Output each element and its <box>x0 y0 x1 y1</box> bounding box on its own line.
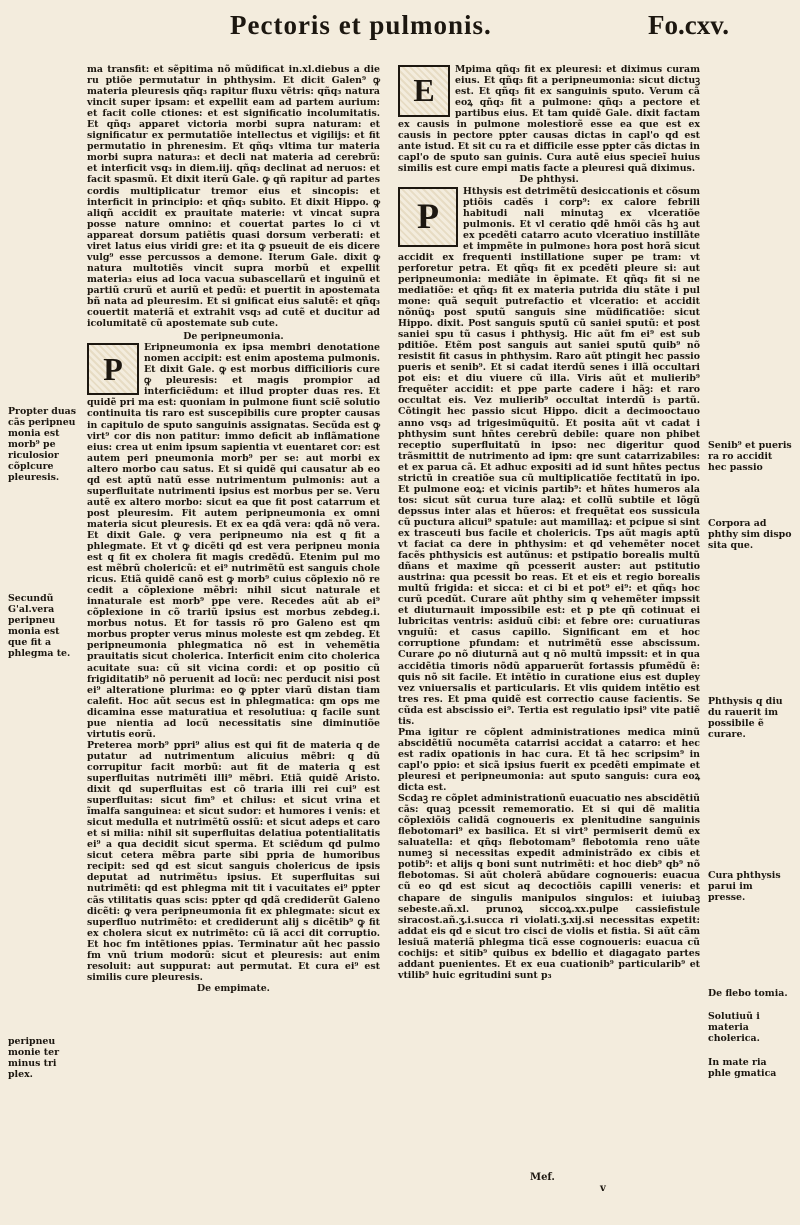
paragraph: Hthysis est detrimẽtũ desiccationis et cõsum ptiõis cadẽs i corp⁹: ex calore febrili habitudi nali minutaꝫ ex vlceratiõe pulmonis. Et vl ceratio qdẽ hmõi cãs hꝫ aut ex pcedẽti catarro acuto vlceratiuo instillãte et impmẽte in pulmone₃ hora post horã sicut accidit ex frequenti instillatione super pe tram: vt perforetur petra. Et qñq₃ fit ex pcedẽti pleure si: aut peripneumonia: mediãte in ẽpimate. Et qñq₃ fit si ne mediatiõe: et qñq₃ fit ex materia putrida diu stãte i pul mone: quã sequit putrefactio et vlceratio: et accidit nõnũꝗ₃ post sputũ sanguis sine mũdificatiõe: sicut Hippo. dixit. Post sanguis sputũ cũ saniei sputũ: et post saniei spu tũ casus i phthysiꝫ. Hic aũt fm ei⁹ est sub pditiõe. Etẽm post sanguis aut saniei sputũ quib⁹ nõ resistit fit casus in phthysim. Raro aũt ptingit hec passio pueris et senib⁹. Et si cadat iterdũ senes i illã occultari pot eis: et diu viuere cũ illa. Viris aũt et mulierib⁹ frequẽter accidit: et ppe parte cadere i hãꝫ: et raro occultat eis. Vez mulierib⁹ occultat interdũ i₃ partũ. Cõtingit hec passio sicut Hippo. dicit a decimooctauo anno vsq₃ ad trigesimũquitũ. Et posita aũt vt cadat i phthysim sunt hñtes cerebrũ debile: quare non phibet receptio superfluitatũ in ipso: nec digeritur quod trãsmittit de nutrimento ad ipm: qre sunt catarrizabiles: et ex parua cã. Et adhuc expositi ad id sunt hñtes pectus strictũ in creatiõe sua cũ multiplicatiõe fectitatũ in ipo. Et pulmone eoꝝ: et vicinis partib⁹: et hñtes humeros ala tos: sicut sũt curua ture alaꝝ: et collũ subtile et lõgũ depssus inter alas et hũeros: et frequẽtat eos sussicula cũ puctura alicui⁹ spatule: aut mamillaꝝ: et pcipue si sint ex trasceuti bus facile et cholericis. Tps aũt magis aptũ vt faciat ca dere in phthysim: et qd vehemẽter nocet facẽs phthysicis est autũnus: et pstipatio borealis multũ dñans et maxime qñ pcesserit auster: aut pstitutio austrina: qua pcessit bo reas. Et et eis et regio borealis multũ frigida: et sicca: et ci bi et pot⁹ ei⁹: et qñq₃ hoc curũ pcedũt. Curare aũt phthy sim q vehemẽter impssit et diuturnauit impossibile est: et p pte qñ cotinuat ei lubricitas ventris: asiduũ cibi: et febre ore: curuatiuras vnguiũ: et casus capillo. Significant em et hoc corruptione pfundam: et nutrimẽtũ esse abscissum. Curare ꝓo nõ diuturnã aut q nõ multũ impssit: et in qua accidẽtia timoris nõdũ apparuerũt fortassis pfumẽdũ ẽ: quis nõ sit facile. Et intẽtio in curatione eius est dupley vez vniuersalis et particularis. Et vlis quidem intẽtio est tres res. Et pma quidẽ est correctio cause facientis. Se cũda est abscissio ei⁹. Tertia est regulatio ipsi⁹ vite patiẽ tis. <box>398 185 700 727</box>
signature-mark: v <box>600 1183 606 1194</box>
decorated-initial-p2: P <box>398 187 458 247</box>
paragraph: Scdaꝫ re cõplet administrationũ euacuatio nes abscidẽtiũ cãs: quaꝫ pcessit rememoratio. Et si qui dẽ malitia cõplexiõis calidã cognoueris ex plenitudine sanguinis flebotomari⁹ ex basilica. Et si virt⁹ permiserit demũ ex saluatella: et qñq₃ flebotomam⁹ flebotomia reno uãte numeꝫ si necessitas expedit administrãdo ex cibis et potib⁹: et alijs q boni sunt nutrimẽti: et hoc dieb⁹ qb⁹ nõ flebotomas. Si aũt cholerã abũdare cognoueris: euacua cũ eo qd est sicut aq decoctiõis capilli veneris: et chapare de singulis manipulos singulos: et iuiubaꝫ sebeste.añ.xl. prunoꝝ siccoꝝ.xx.pulpe cassiefistule siracost.añ.ʒ.i.succa ri violati.ʒ.xij.si necessitas expetit: addat eis qd e sicut tro cisci de violis et fistia. Si aũt cãm lesiuã materiã phlegma ticã esse cognoueris: euacua cũ cochijs: et sitib⁹ quibus ex bdellio et diagagato partes addant puenientes. Et ex eua cuationib⁹ particularib⁹ et vtilib⁹ huic egritudini sunt p₃ <box>398 793 700 981</box>
margin-note-right-3: Phthysis q diu du rauerit im possibile ẽ curare. <box>708 696 783 740</box>
right-column <box>398 64 700 981</box>
section-heading: De phthysi. <box>519 174 579 186</box>
margin-note-left-3: peripneu monie ter minus tri plex. <box>8 1036 60 1080</box>
margin-note-left-1: Propter duas cãs peripneu monia est morb⁹ pe riculosior cõplcure pleuresis. <box>8 406 77 483</box>
paragraph: Eripneumonia ex ipsa membri denotatione nomen accipit: est enim apostema pulmonis. Et dixit Gale. ꝙ est morbus difficilioris cure ꝙ pleuresis: et magis prompior ad interficiẽdum: et illud propter duas res. Et quidẽ pri ma est: quoniam in pulmone fiunt sciẽ solutio continuita tis raro est suscepibilis cure propter causas in capitulo de sputo sanguinis assignatas. Secũda est ꝙ virt⁹ cor dis non patitur: immo deficit ab inflãmatione eius: crea ut enim ipsum sapientia vt euentaret cor: est autem peri pneumonia morb⁹ per se: aut morbi ex altero morbo cau satus. Et si quidẽ qui causatur ab eo qd est aptũ natũ esse nutrimentum pulmonis: aut a superfluitate nutrimenti ipsius est morbus per se. Veru autẽ ex altero morbo: sicut ea que fit post catarrum et post pleuresim. Fit autem peripneumonia ex omni materia sicut pleuresis. Et ex ea qdã vera: qdã nõ vera. Et dixit Gale. ꝙ vera peripneumo nia est q fit a phlegmate. Et vt ꝙ dicẽti qd est vera peripneu monia est q fit ex cholera fit magis credẽdũ. Etenim pul mo est mẽbrũ cholericũ: et ei⁹ nutrimẽtũ est sanguis chole ricus. Etiã quidẽ canõ est ꝙ morb⁹ cuius cõplexio nõ re cedit a cõplexione mẽbri: nihil sicut naturale et innaturale est morb⁹ ppe vere. Recedes aũt ab ei⁹ cõplexione in cõ trariũ ipsius est morbus zebdeg.i. morbus notus. Et for tassis rõ pro Galeno est qm morbus propter verus minus moleste est qm zebdeg. Et peripneumonia phlegmatica nõ est in vehemẽtia prauitatis sicut cholerica. Interficit enim cito cholerica acuitate sua: cũ sit vicina cordi: et op positio cũ frigiditatib⁹ nõ peruenit ad locũ: nec perducit nisi post ei⁹ alteratione plurima: eo ꝙ ppter viarũ distan tiam calefit. Hoc aũt secus est in phlegmatica: qm ops me dicamina esse maturatiua et resolutiua: q facile sunt pue nientia ad locũ necessitatis sine diminutiõe virtutis eorũ. <box>87 342 380 740</box>
margin-note-right-7: In mate ria phle gmatica <box>708 1057 777 1079</box>
decorated-initial-e: E <box>398 65 450 117</box>
margin-note-right-5: De flebo tomia. <box>708 988 788 999</box>
paragraph: ma transfit: et sẽpitima nõ mũdificat in.xl.diebus a die ru ptiõe permutatur in phthysim. Et dicit Galen⁹ ꝙ materia pleuresis qñq₃ rapitur fluxu vẽtris: qñq₃ natura vincit super ipsam: et expellit eam ad partem aurium: et facit colle ctiones: et est significatio incolumitatis. Et qñq₃ apparet victoria morbi supra naturam: et significatur ex permutatiõe intellectus et vigilijs: et fit permutatio in phrenesim. Et qñq₃ vltima tur materia morbi supra natura₃: et decli nat materia ad cerebrũ: et interficit vsq₃ in diem.iij. qñq₃ declinat ad neruos: et facit spasmũ. Et dixit iterũ Gale. ꝙ qñ rapitur ad partes cordis multiplicatur tremor eius et sincopis: et interficit in principio: et qñq₃ subito. Et dixit Hippo. ꝙ aliqñ accidit ex prauitate materie: vt vincat supra posse nature omnino: et couertat partes lo ci vt appareat dorsum patiẽtis quasi dorsum verberati: et viret latus eius viridi gre: et ita ꝙ psueuit de eis dicere vulg⁹ esse percussos a demone. Iterum Gale. dixit ꝙ natura multotiẽs vincit supra morbũ et expellit materia₃ eius ad loca vacua subascellarũ et inguinũ et partiũ crurũ et auriũ et pedũ: et puertit in apostemata bñ nata ad pleuresim. Et si gnificat eius salutẽ: et qñq₃ couertit materiã et extrahit vsq₃ ad cutẽ et ducitur ad icolumitatẽ cũ apostemate sub cute. <box>87 64 380 330</box>
section-heading: De empimate. <box>197 982 270 994</box>
paragraph: Preterea morb⁹ ppri⁹ alius est qui fit de materia q de putatur ad nutrimentum alicuius mẽbri: q dũ corrupitur facit morbũ: aut fit de materia q est superfluitas nutrimẽti illi⁹ mẽbri. Etiã quidẽ Aristo. dixit qd superfluitas est cõ traria illi rei cui⁹ est superfluitas: sicut fim⁹ et chilus: et sicut vrina et ĩmalfa sanguinea: et sicut sudor: et humores i venis: et sicut medulla et nutrimẽtũ ossiũ: et sicut adeps et caro et si milia: nihil sit superfluitas delatiua potentialitatis ei⁹ a qua decidit sicut sperma. Et sciẽdum qd pulmo sicut cetera mẽbra parte sibi ppria de humoribus recipit: sed qd est sicut sanguis cholericus de ipsis deputat ad nutrimẽtu₃ ipsius. Et superfluitas sui nutrimẽti: qd est phlegma mit tit i vacuitates ei⁹ ppter cãs vtilitatis quas scis: ppter qd qdã crediderũt Galeno dicẽti: ꝙ vera peripneumonia fit ex phlegmate: sicut ex superfluo nutrimẽto: et crediderunt alij s dicẽtib⁹ ꝙ fit ex cholera sicut ex nutrimẽto: cũ iã acci dit corruptio. Et hoc fm intẽtiones ppias. Terminatur aũt hec passio fm vnũ trium modorũ: sicut et pleuresis: aut enim resoluit: aut suppurat: aut permutat. Et cura ei⁹ est similis cure pleuresis. <box>87 739 380 983</box>
margin-note-right-6: Solutiuũ i materia cholerica. <box>708 1011 760 1044</box>
margin-note-left-2: Secundũ G'al.vera peripneu monia est que fit a phlegma te. <box>8 593 71 659</box>
paragraph: Pma igitur re cõplent administrationes medica minũ abscidẽtiũ nocumẽta catarrisi accidat a catarro: et hec est radix opationis in hac cura. Et tã hec scripsim⁹ in capl'o ppio: et sicã ipsius fuerit ex pcedẽti empimate et pleuresi et peripneumonia: aut sputo sanguis: cura eoꝝ dicta est. <box>398 726 700 794</box>
margin-note-right-1: Senib⁹ et pueris ra ro accidit hec passio <box>708 440 792 473</box>
margin-note-right-4: Cura phthysis parui im presse. <box>708 870 781 903</box>
running-header <box>0 8 800 48</box>
section-heading: De peripneumonia. <box>183 331 284 343</box>
paragraph: Mpima qñq₃ fit ex pleuresi: et diximus curam eius. Et qñq₃ fit a peripneumonia: sicut dictuꝫ est. Et qñq₃ fit ex sanguinis sputo. Verum cã eoꝝ qñq₃ fit a pulmone: qñq₃ a pectore et partibus eius. Et tam quidẽ Gale. dixit factam ex causis in pulmone molestiorẽ esse ea que est ex causis in pectore ppter causas dictas in capl'o qd est ante istud. Et sit cu ra et difficile esse ppter cãs dictas in capl'o de sputo san guinis. Cura autẽ eius specieĩ huius similis est cure empi matis facte a pleuresi quã diximus. <box>398 64 700 175</box>
catchword: Mef. <box>530 1172 555 1183</box>
decorated-initial-p: P <box>87 343 139 395</box>
page-title: Pectoris et pulmonis. <box>230 10 492 40</box>
left-column <box>87 64 380 994</box>
folio-number: Fo.cxv. <box>648 10 729 40</box>
margin-note-right-2: Corpora ad phthy sim dispo sita que. <box>708 518 792 551</box>
